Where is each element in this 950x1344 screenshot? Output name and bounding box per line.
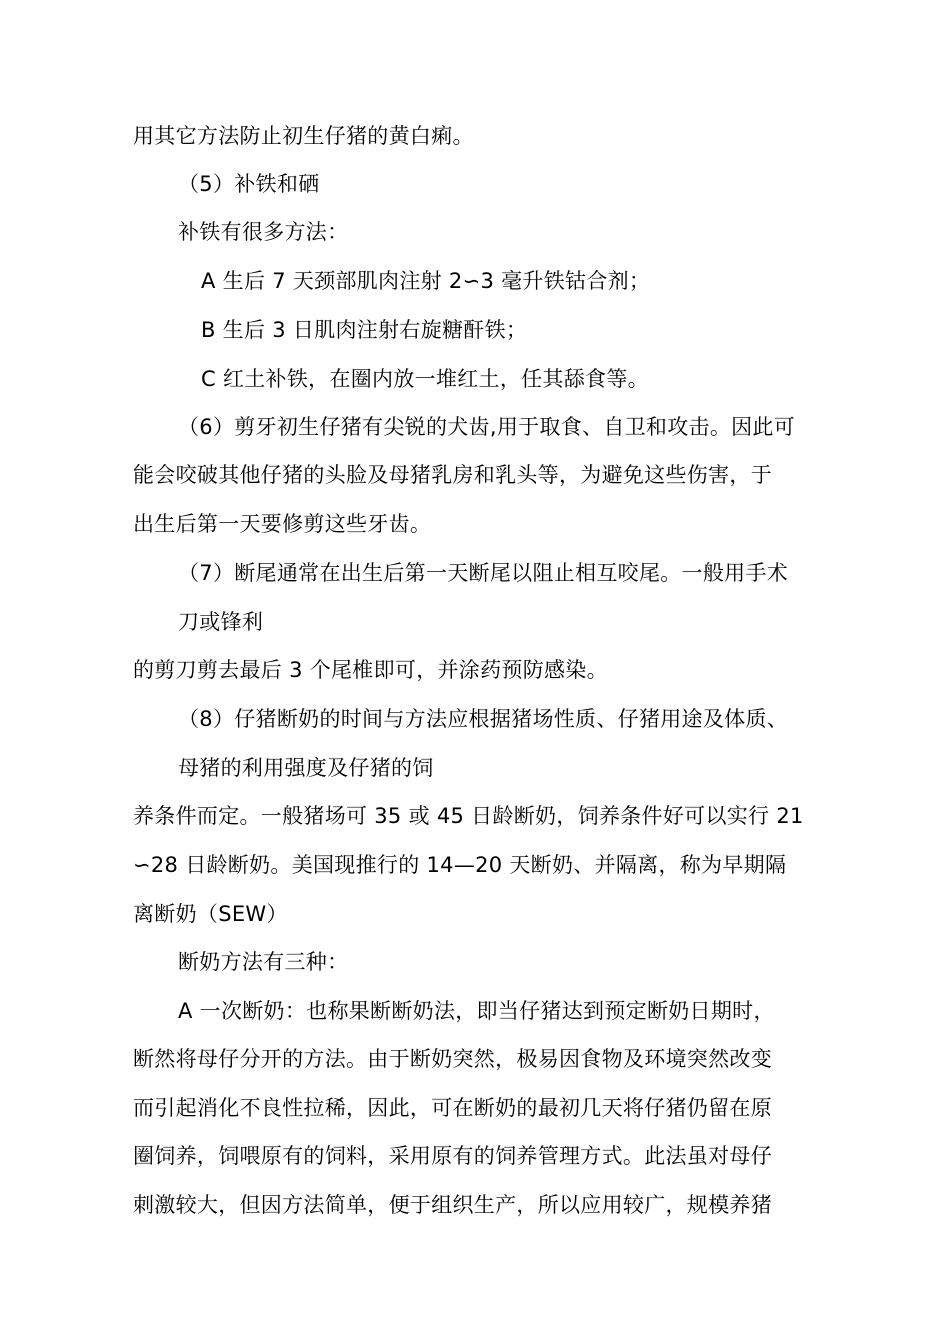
text-line: 的剪刀剪去最后 3 个尾椎即可，并涂药预防感染。 (133, 658, 608, 682)
text-line: 断然将母仔分开的方法。由于断奶突然，极易因食物及环境突然改变 (133, 1047, 772, 1071)
text-line: 出生后第一天要修剪这些牙齿。 (133, 512, 432, 536)
text-line: 用其它方法防止初生仔猪的黄白痢。 (133, 124, 474, 148)
text-line: 断奶方法有三种： (178, 950, 349, 974)
text-line: 刺激较大，但因方法简单，便于组织生产，所以应用较广，规模养猪 (133, 1193, 772, 1217)
section-heading-5: （5）补铁和硒 (178, 172, 320, 196)
list-item: B 生后 3 日肌肉注射右旋糖酐铁； (201, 318, 528, 342)
text-line: 母猪的利用强度及仔猪的饲 (178, 756, 434, 780)
section-heading-8: （8）仔猪断奶的时间与方法应根据猪场性质、仔猪用途及体质、 (178, 707, 789, 731)
text-line: 补铁有很多方法： (178, 220, 349, 244)
text-line: 刀或锋利 (178, 610, 264, 634)
text-line: 养条件而定。一般猪场可 35 或 45 日龄断奶，饲养条件好可以实行 21 (133, 804, 804, 828)
list-item: A 生后 7 天颈部肌肉注射 2∽3 毫升铁钴合剂； (201, 269, 651, 293)
section-heading-7: （7）断尾通常在出生后第一天断尾以阻止相互咬尾。一般用手术 (178, 561, 789, 585)
text-line: 圈饲养，饲喂原有的饲料，采用原有的饲养管理方式。此法虽对母仔 (133, 1144, 772, 1168)
section-heading-6: （6）剪牙初生仔猪有尖锐的犬齿,用于取食、自卫和攻击。因此可 (178, 415, 796, 439)
text-line: 离断奶（SEW） (133, 902, 288, 926)
list-item: A 一次断奶：也称果断断奶法，即当仔猪达到预定断奶日期时， (178, 999, 775, 1023)
text-line: 而引起消化不良性拉稀，因此，可在断奶的最初几天将仔猪仍留在原 (133, 1096, 772, 1120)
list-item: C 红土补铁，在圈内放一堆红土，任其舔食等。 (201, 367, 649, 391)
text-line: 能会咬破其他仔猪的头脸及母猪乳房和乳头等，为避免这些伤害，于 (133, 463, 772, 487)
text-line: ∽28 日龄断奶。美国现推行的 14—20 天断奶、并隔离，称为早期隔 (133, 853, 787, 877)
